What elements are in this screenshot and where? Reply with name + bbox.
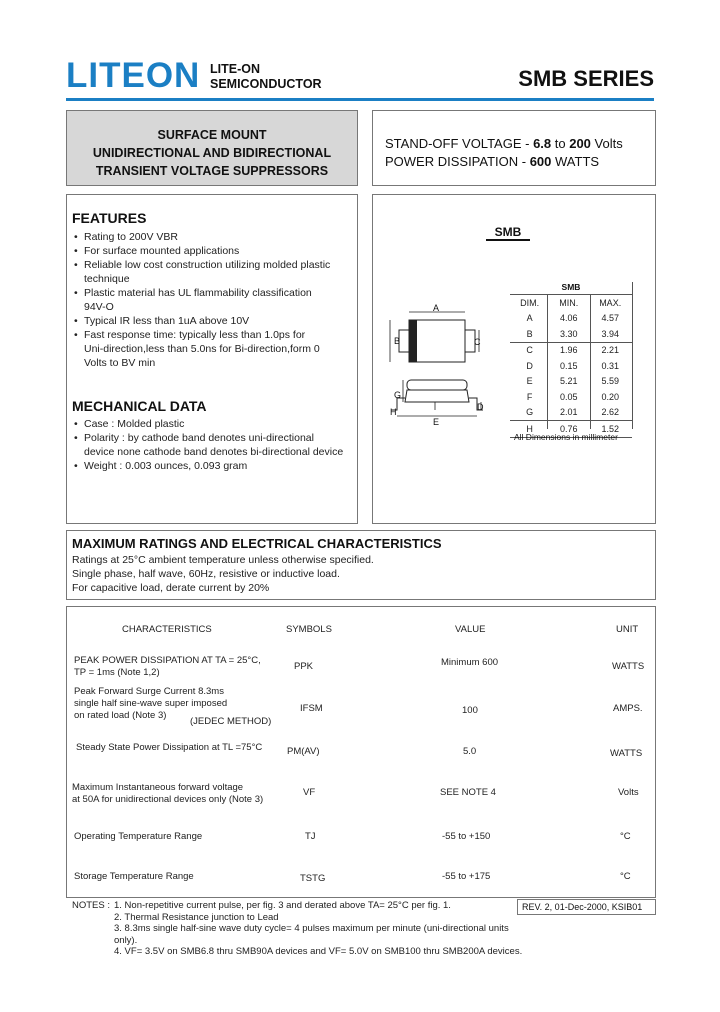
ratings-conditions bbox=[72, 553, 374, 595]
dim-table-cell: 0.31 bbox=[601, 360, 619, 371]
dim-table-cell: G bbox=[526, 407, 534, 418]
dim-table-header-cell: MIN. bbox=[559, 297, 579, 308]
company-name bbox=[210, 62, 322, 92]
standoff-voltage-line bbox=[385, 135, 655, 153]
dim-table-row bbox=[510, 326, 632, 342]
feature-item-line: • Rating to 200V VBR bbox=[84, 231, 178, 243]
dim-table-row bbox=[510, 311, 632, 327]
col-header-symbols: SYMBOLS bbox=[286, 624, 332, 635]
ratings-heading: MAXIMUM RATINGS AND ELECTRICAL CHARACTERISTICS bbox=[72, 536, 442, 551]
dim-table-cell: 2.21 bbox=[601, 345, 619, 356]
header-rule bbox=[66, 98, 654, 101]
row-operating-temp-unit: °C bbox=[620, 831, 631, 842]
title-line-3: TRANSIENT VOLTAGE SUPPRESSORS bbox=[95, 164, 329, 178]
ratings-line-1: Ratings at 25°C ambient temperature unless otherwise specified. bbox=[72, 554, 374, 566]
row-steady-power-value: 5.0 bbox=[463, 746, 477, 757]
dim-table-row bbox=[510, 405, 632, 421]
feature-item-line: • Plastic material has UL flammability classification bbox=[84, 287, 312, 299]
dim-table-row bbox=[510, 342, 632, 358]
title-line-2: UNIDIRECTIONAL AND BIDIRECTIONAL bbox=[92, 146, 332, 160]
row-storage-temp-desc: Storage Temperature Range bbox=[74, 871, 194, 882]
dim-label-g: G bbox=[394, 390, 402, 400]
feature-item-line: • For surface mounted applications bbox=[84, 245, 240, 257]
package-label: SMB bbox=[486, 226, 530, 241]
dim-table-row bbox=[510, 389, 632, 405]
note-2: 2. Thermal Resistance junction to Lead bbox=[114, 911, 279, 923]
standoff-to: to bbox=[551, 136, 570, 151]
col-header-characteristics: CHARACTERISTICS bbox=[122, 624, 212, 635]
note-4: 4. VF= 3.5V on SMB6.8 thru SMB90A devices and VF= 5.0V on SMB100 thru SMB200A devices. bbox=[114, 946, 523, 957]
product-title-box bbox=[66, 110, 358, 186]
dim-table-divider-3 bbox=[632, 282, 633, 429]
feature-item bbox=[74, 286, 354, 314]
dim-label-h: H bbox=[390, 407, 397, 417]
feature-item-line: • Typical IR less than 1uA above 10V bbox=[84, 315, 250, 327]
dim-table-cell: A bbox=[526, 313, 533, 324]
rating-summary-box bbox=[372, 110, 656, 186]
dim-table-cell: 3.30 bbox=[560, 328, 578, 339]
row-steady-power-desc: Steady State Power Dissipation at TL =75°C bbox=[76, 742, 263, 753]
row-operating-temp-desc: Operating Temperature Range bbox=[74, 831, 203, 842]
dim-table-cell: 5.59 bbox=[601, 376, 619, 387]
dim-table-cell: D bbox=[526, 360, 533, 371]
dim-table-row bbox=[510, 374, 632, 390]
col-header-value: VALUE bbox=[455, 624, 486, 635]
dim-label-a: A bbox=[433, 303, 440, 313]
standoff-unit: Volts bbox=[590, 136, 623, 151]
series-title: SMB SERIES bbox=[518, 66, 654, 91]
ratings-line-3: For capacitive load, derate current by 20% bbox=[72, 582, 270, 594]
feature-item bbox=[74, 258, 354, 286]
dim-table-cell: 0.15 bbox=[560, 360, 578, 371]
mechanical-item-line: • Polarity : by cathode band denotes uni-directional bbox=[84, 432, 314, 444]
power-value: 600 bbox=[529, 154, 552, 169]
notes-list bbox=[114, 900, 524, 958]
feature-item bbox=[74, 314, 354, 328]
row-storage-temp-value: -55 to +175 bbox=[442, 871, 491, 882]
feature-item bbox=[74, 244, 354, 258]
features-heading: FEATURES bbox=[72, 210, 147, 226]
feature-item-line: Volts to BV min bbox=[84, 357, 156, 369]
col-header-unit: UNIT bbox=[616, 624, 639, 635]
dim-table-cell: C bbox=[526, 345, 533, 356]
row-steady-power-symbol: PM(AV) bbox=[287, 746, 320, 757]
mechanical-item bbox=[74, 417, 354, 431]
row-surge-line-3: on rated load (Note 3) bbox=[74, 710, 167, 721]
dim-table-cell: E bbox=[526, 376, 533, 387]
row-surge-method: (JEDEC METHOD) bbox=[190, 716, 272, 727]
dim-label-b: B bbox=[394, 336, 401, 346]
dim-table-cell: H bbox=[526, 423, 533, 434]
dim-table-header-row bbox=[510, 295, 632, 311]
dim-table-cell: 4.06 bbox=[560, 313, 578, 324]
dim-table-cell: 5.21 bbox=[560, 376, 578, 387]
feature-item-line: • Fast response time: typically less than 1.0ps for bbox=[84, 329, 306, 341]
dim-label-c: C bbox=[474, 337, 481, 347]
note-3: 3. 8.3ms single half-sine wave duty cycle= 4 pulses maximum per minute (uni-directional units only). bbox=[114, 923, 509, 946]
dim-table-row bbox=[510, 358, 632, 374]
row-forward-voltage-line-1: Maximum Instantaneous forward voltage bbox=[72, 782, 244, 793]
feature-item-line: • Reliable low cost construction utilizing molded plastic bbox=[84, 259, 331, 271]
row-forward-voltage-desc bbox=[72, 782, 263, 806]
dim-table-divider-2 bbox=[590, 295, 591, 429]
revision-box: REV. 2, 01-Dec-2000, KSIB01 bbox=[517, 899, 656, 915]
dim-table-footer: All Dimensions in millimeter bbox=[514, 432, 618, 442]
features-list bbox=[74, 230, 354, 370]
dim-table-header-cell: DIM. bbox=[520, 297, 540, 308]
dim-table-cell: 3.94 bbox=[601, 328, 619, 339]
mechanical-heading: MECHANICAL DATA bbox=[72, 398, 207, 414]
row-surge-line-1: Peak Forward Surge Current 8.3ms bbox=[74, 686, 224, 697]
row-surge-symbol: IFSM bbox=[300, 703, 323, 714]
dim-table-cell: B bbox=[526, 328, 533, 339]
feature-item-line: 94V-O bbox=[84, 301, 114, 313]
power-unit: WATTS bbox=[551, 154, 600, 169]
row-peak-power-line-2: TP = 1ms (Note 1,2) bbox=[74, 667, 160, 678]
title-line-1: SURFACE MOUNT bbox=[157, 128, 267, 142]
dim-label-e: E bbox=[433, 417, 440, 427]
dim-table-title: SMB bbox=[561, 282, 581, 292]
dim-table-divider-1 bbox=[547, 295, 548, 429]
mechanical-item bbox=[74, 459, 354, 473]
dim-table-cell: 2.01 bbox=[560, 407, 578, 418]
row-storage-temp-symbol: TSTG bbox=[300, 873, 326, 884]
standoff-max: 200 bbox=[569, 136, 591, 151]
feature-item bbox=[74, 230, 354, 244]
company-line-1: LITE-ON bbox=[210, 62, 260, 76]
dim-table-cell: 4.57 bbox=[601, 313, 619, 324]
company-line-2: SEMICONDUCTOR bbox=[210, 77, 322, 91]
ratings-line-2: Single phase, half wave, 60Hz, resistive or inductive load. bbox=[72, 568, 340, 580]
dim-table-cell: 0.76 bbox=[560, 423, 578, 434]
row-peak-power-symbol: PPK bbox=[294, 661, 314, 672]
mechanical-item-line: device none cathode band denotes bi-directional device bbox=[84, 446, 344, 458]
mechanical-item bbox=[74, 431, 354, 459]
row-operating-temp-value: -55 to +150 bbox=[442, 831, 491, 842]
mechanical-item-line: • Weight : 0.003 ounces, 0.093 gram bbox=[84, 460, 248, 472]
mechanical-item-line: • Case : Molded plastic bbox=[84, 418, 185, 430]
standoff-min: 6.8 bbox=[533, 136, 552, 151]
feature-item bbox=[74, 328, 354, 370]
dim-table-cell: 0.20 bbox=[601, 391, 619, 402]
row-storage-temp-unit: °C bbox=[620, 871, 631, 882]
standoff-prefix: STAND-OFF VOLTAGE - bbox=[385, 136, 534, 151]
note-1: 1. Non-repetitive current pulse, per fig. 3 and derated above TA= 25°C per fig. 1. bbox=[114, 900, 451, 911]
power-prefix: POWER DISSIPATION - bbox=[385, 154, 530, 169]
row-forward-voltage-line-2: at 50A for unidirectional devices only (Note 3) bbox=[72, 794, 264, 805]
dim-table-cell: F bbox=[526, 391, 533, 402]
dim-table-cell: 1.96 bbox=[560, 345, 578, 356]
row-peak-power-value: Minimum 600 bbox=[441, 657, 499, 668]
row-steady-power-unit: WATTS bbox=[610, 748, 643, 759]
feature-item-line: technique bbox=[84, 273, 130, 285]
mechanical-list bbox=[74, 417, 354, 473]
feature-item-line: Uni-direction,less than 5.0ns for Bi-direction,form 0 bbox=[84, 343, 320, 355]
row-forward-voltage-symbol: VF bbox=[303, 787, 316, 798]
dim-table-cell: 1.52 bbox=[601, 423, 619, 434]
dimension-table bbox=[510, 295, 632, 438]
power-dissipation-line bbox=[385, 153, 655, 171]
dim-label-d: D bbox=[477, 402, 484, 412]
row-peak-power-line-1: PEAK POWER DISSIPATION AT TA = 25°C, bbox=[74, 655, 261, 666]
row-peak-power-unit: WATTS bbox=[612, 661, 645, 672]
row-surge-line-2: single half sine-wave super imposed bbox=[74, 698, 228, 709]
dim-table-header-cell: MAX. bbox=[599, 297, 622, 308]
row-surge-value: 100 bbox=[462, 705, 478, 716]
row-surge-unit: AMPS. bbox=[613, 703, 643, 714]
row-forward-voltage-unit: Volts bbox=[618, 787, 639, 798]
notes-label: NOTES : bbox=[72, 900, 111, 911]
row-operating-temp-symbol: TJ bbox=[305, 831, 316, 842]
liteon-logo: LITEON bbox=[66, 56, 201, 95]
row-forward-voltage-value: SEE NOTE 4 bbox=[440, 787, 496, 798]
dim-table-cell: 2.62 bbox=[601, 407, 619, 418]
row-peak-power-desc bbox=[74, 655, 261, 679]
dim-table-cell: 0.05 bbox=[560, 391, 578, 402]
